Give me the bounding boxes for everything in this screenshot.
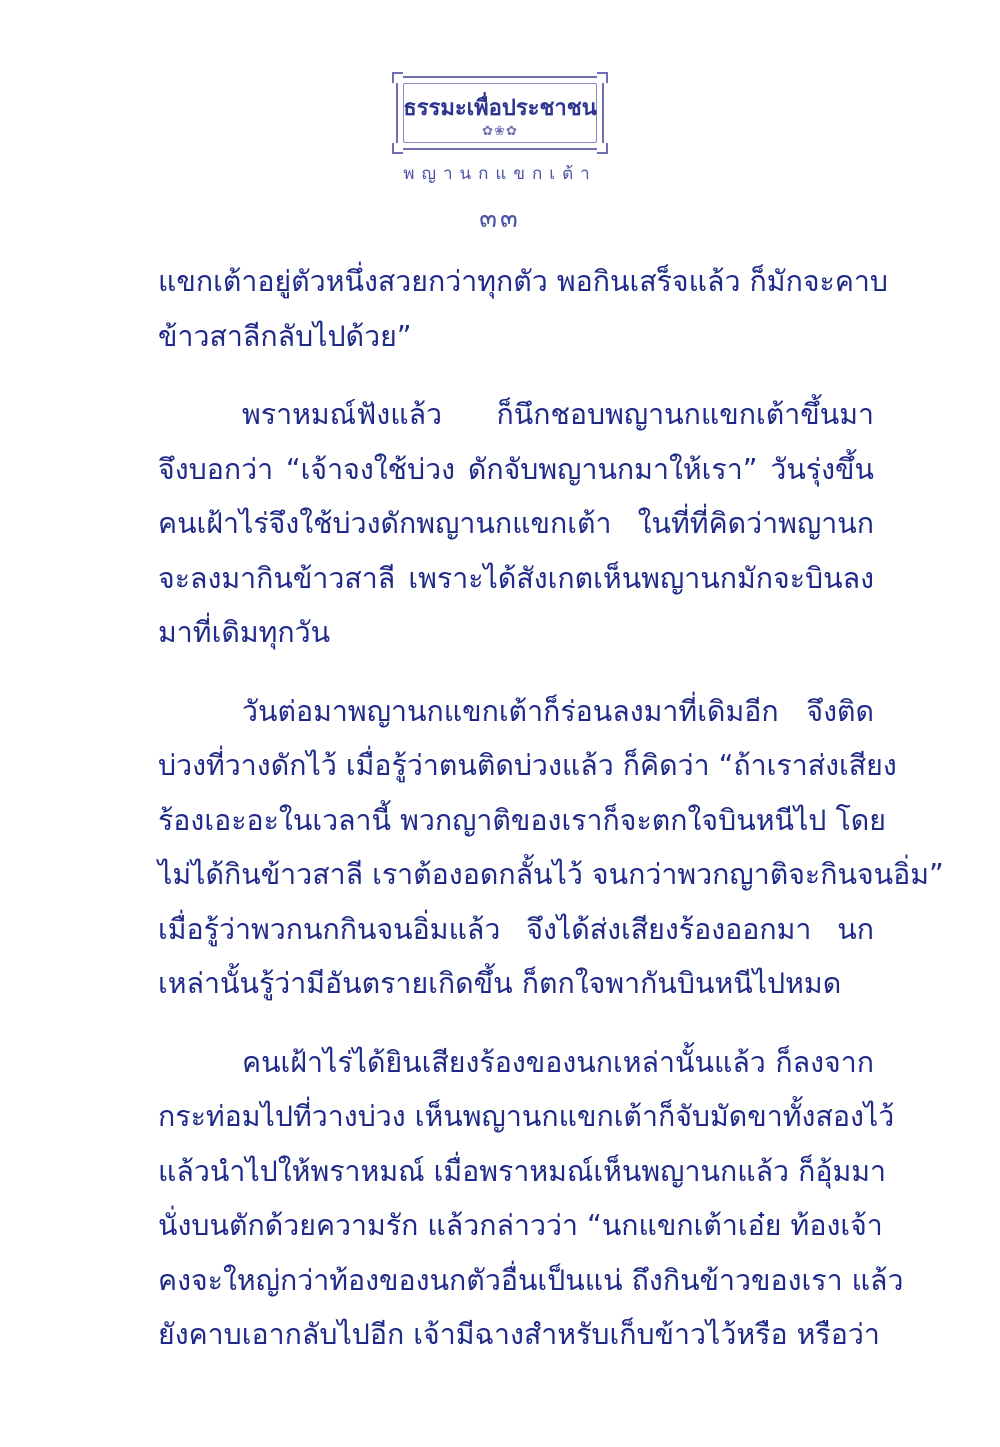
- text-line: แล้วนำไปให้พราหมณ์ เมื่อพราหมณ์เห็นพญานกแล้ว ก็อุ้มมา: [158, 1154, 887, 1188]
- dhamma-for-people-logo: [396, 76, 604, 150]
- text-line: จะลงมากินข้าวสาลี เพราะได้สังเกตเห็นพญานกมักจะบินลง: [158, 561, 874, 595]
- text-line: พราหมณ์ฟังแล้ว ก็นึกชอบพญานกแขกเต้าขึ้นมา: [242, 398, 874, 431]
- logo-corner-ornament: [392, 72, 403, 83]
- text-line: ไม่ได้กินข้าวสาลี เราต้องอดกลั้นไว้ จนกว่าพวกญาติจะกินจนอิ่ม”: [158, 858, 944, 891]
- text-line: นั่งบนตักด้วยความรัก แล้วกล่าวว่า “นกแขกเต้าเอ๋ย ท้องเจ้า: [158, 1209, 883, 1242]
- chapter-subtitle: พญานกแขกเต้า: [403, 164, 597, 184]
- paragraph: [158, 388, 874, 661]
- logo-corner-ornament: [392, 143, 403, 154]
- paragraph: [158, 1036, 904, 1363]
- logo-corner-ornament: [597, 143, 608, 154]
- paragraph: [158, 685, 944, 1012]
- text-line: คนเฝ้าไร่จึงใช้บ่วงดักพญานกแขกเต้า ในที่ที่คิดว่าพญานก: [158, 507, 874, 540]
- text-line: เมื่อรู้ว่าพวกนกกินจนอิ่มแล้ว จึงได้ส่งเสียงร้องออกมา นก: [158, 912, 874, 946]
- text-line: เหล่านั้นรู้ว่ามีอันตรายเกิดขึ้น ก็ตกใจพากันบินหนีไปหมด: [158, 967, 842, 1000]
- text-line: วันต่อมาพญานกแขกเต้าก็ร่อนลงมาที่เดิมอีก จึงติด: [242, 694, 874, 728]
- text-line: คนเฝ้าไร่ได้ยินเสียงร้องของนกเหล่านั้นแล้ว ก็ลงจาก: [242, 1045, 874, 1079]
- page-number: ๓๓: [479, 204, 521, 234]
- text-line: คงจะใหญ่กว่าท้องของนกตัวอื่นเป็นแน่ ถึงกินข้าวของเรา แล้ว: [158, 1263, 904, 1297]
- text-line: แขกเต้าอยู่ตัวหนึ่งสวยกว่าทุกตัว พอกินเสร็จแล้ว ก็มักจะคาบ: [158, 265, 888, 298]
- text-line: บ่วงที่วางดักไว้ เมื่อรู้ว่าตนติดบ่วงแล้ว ก็คิดว่า “ถ้าเราส่งเสียง: [158, 749, 897, 782]
- paragraph: [158, 255, 888, 364]
- text-line: ร้องเอะอะในเวลานี้ พวกญาติของเราก็จะตกใจบินหนีไป โดย: [158, 803, 886, 837]
- text-line: ยังคาบเอากลับไปอีก เจ้ามีฉางสำหรับเก็บข้าวไว้หรือ หรือว่า: [158, 1318, 880, 1351]
- logo-text: ธรรมะเพื่อประชาชน: [403, 96, 597, 121]
- text-line: จึงบอกว่า “เจ้าจงใช้บ่วง ดักจับพญานกมาให้เรา” วันรุ่งขึ้น: [158, 452, 874, 486]
- story-body: [158, 255, 944, 1363]
- text-line: ข้าวสาลีกลับไปด้วย”: [158, 319, 412, 353]
- text-line: มาที่เดิมทุกวัน: [158, 616, 331, 649]
- text-line: กระท่อมไปที่วางบ่วง เห็นพญานกแขกเต้าก็จับมัดขาทั้งสองไว้: [158, 1100, 895, 1133]
- flower-ornament-icon: ✿❀✿: [482, 124, 518, 139]
- logo-corner-ornament: [597, 72, 608, 83]
